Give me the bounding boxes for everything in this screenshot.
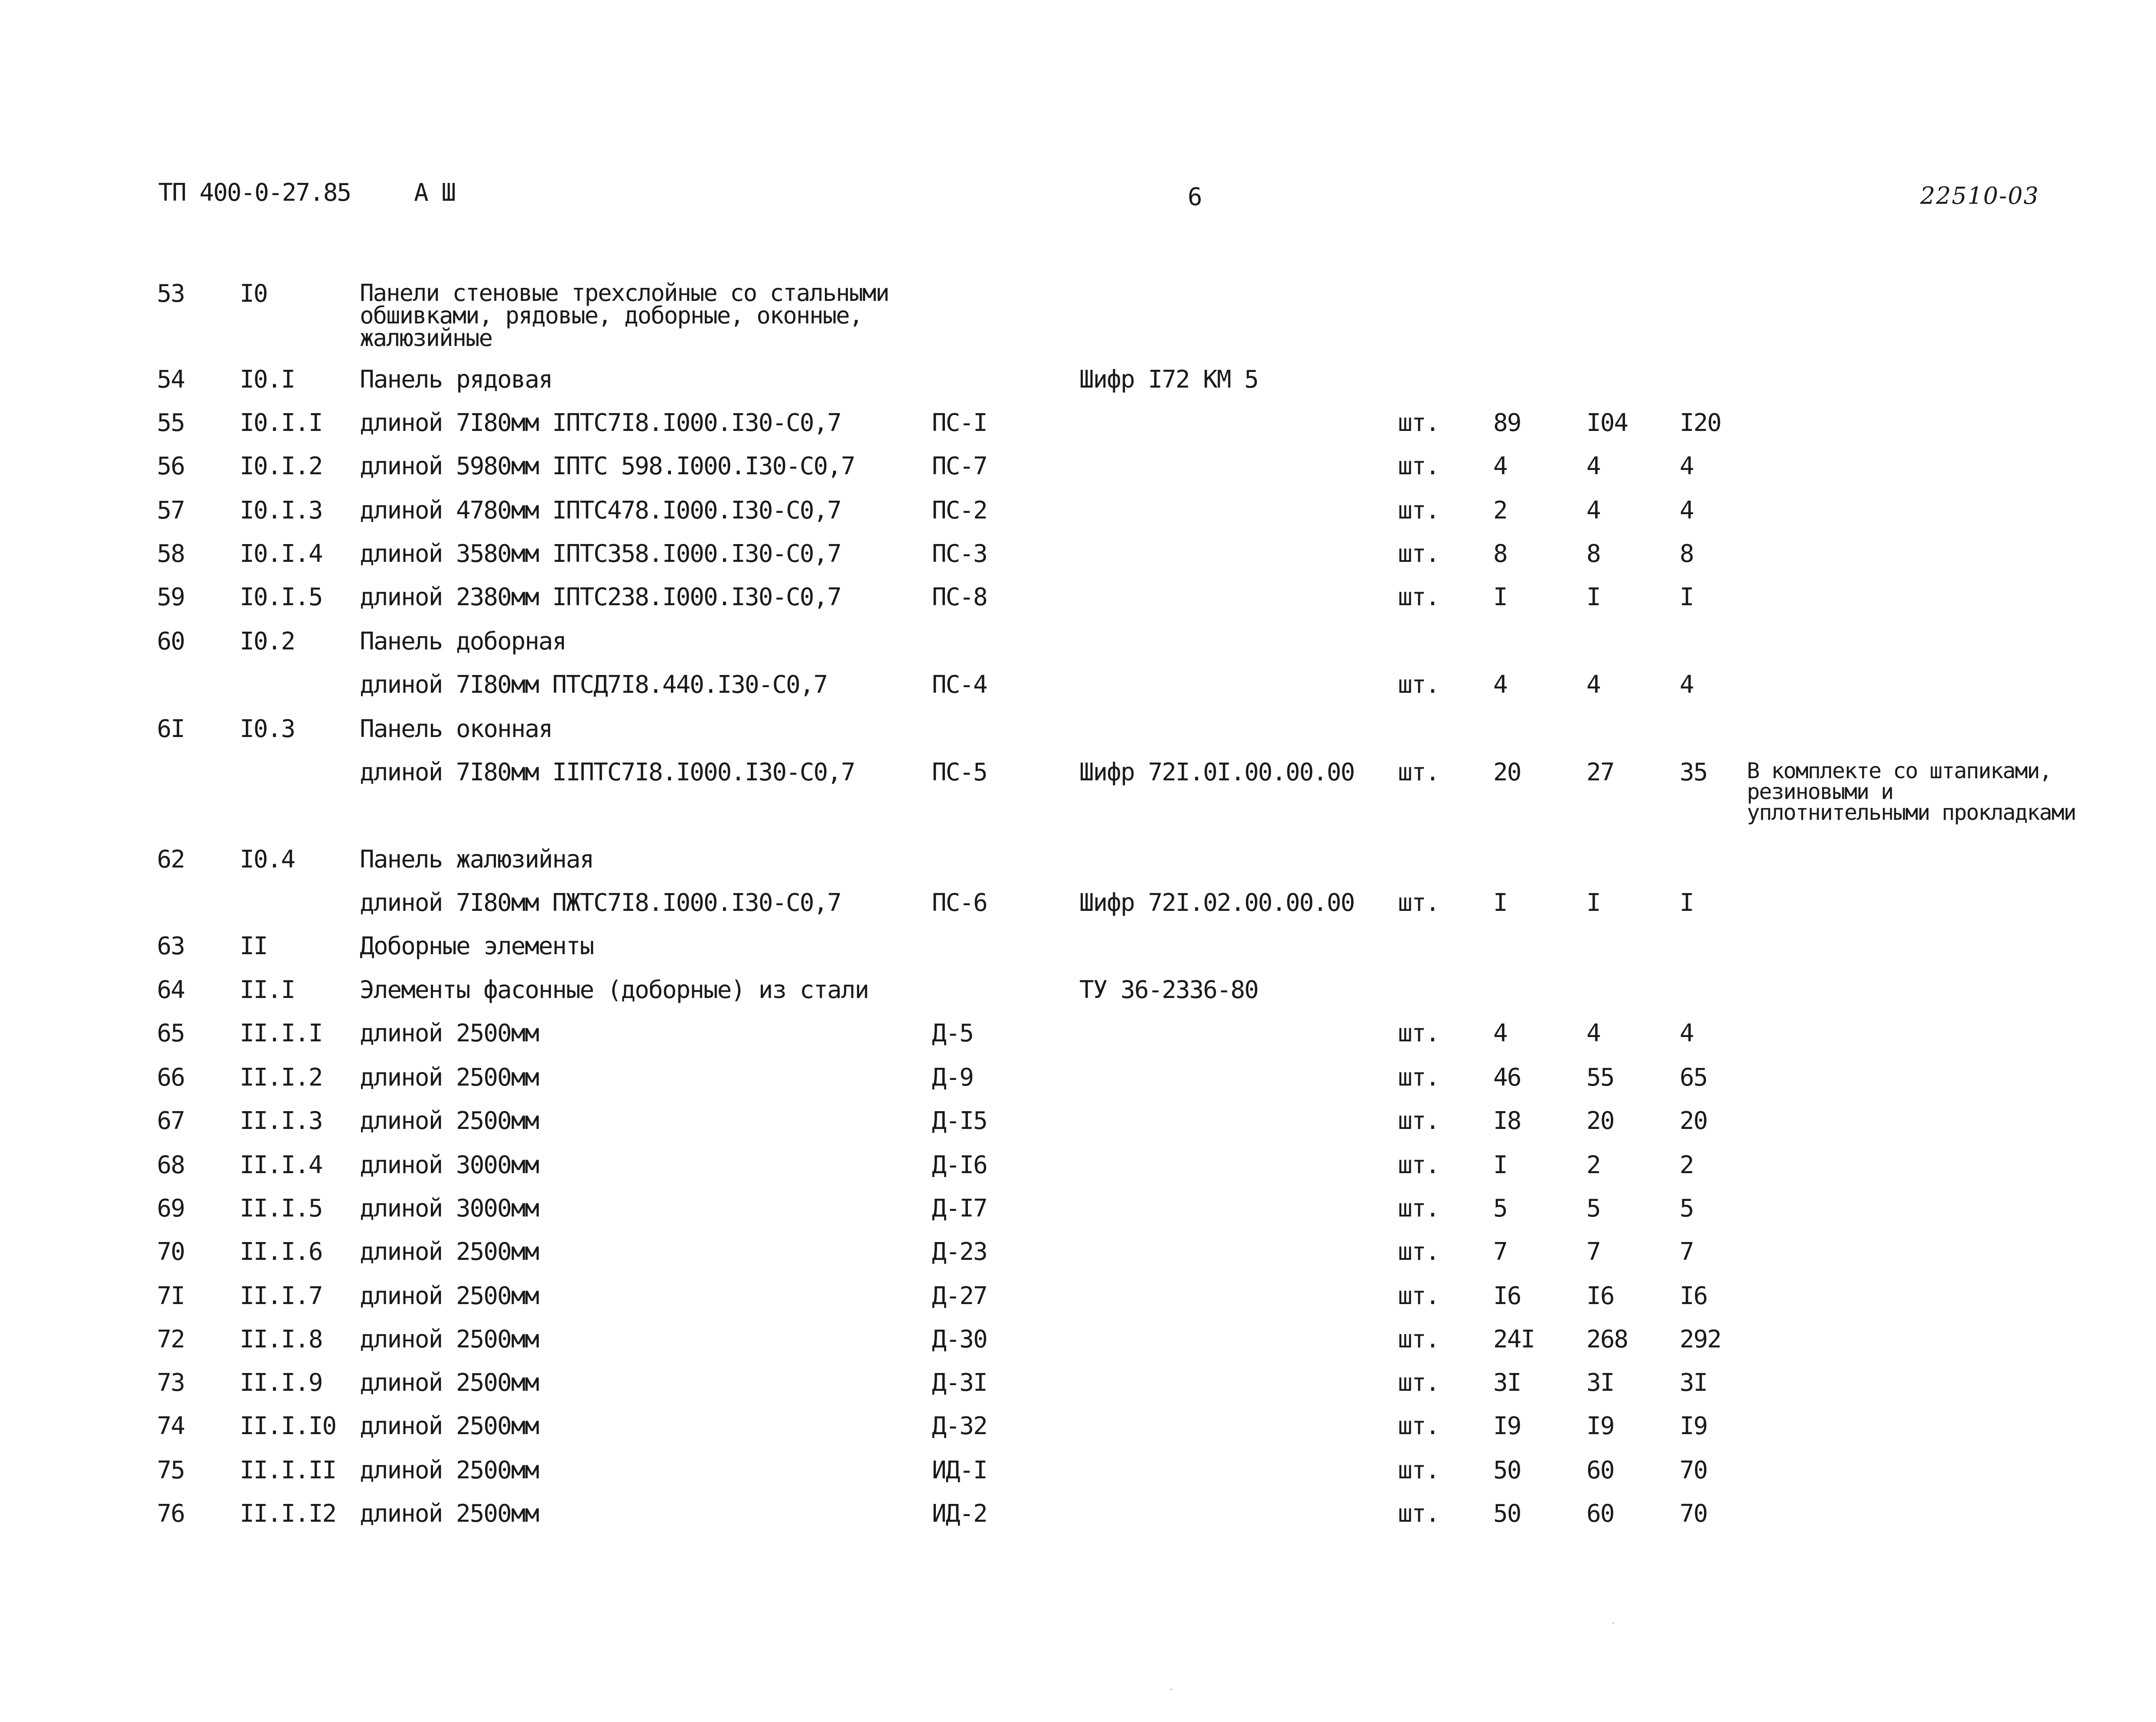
item-mark: Д-23 [932,1238,987,1266]
quantity-2: I6 [1586,1282,1614,1310]
item-mark: Д-32 [932,1412,987,1440]
row-number: 69 [157,1194,185,1223]
quantity-1: I [1493,583,1507,611]
item-name: Элементы фасонные (доборные) из стали [360,976,869,1004]
quantity-3: 35 [1680,758,1707,786]
reference-document: Шифр 72I.0I.00.00.00 [1079,758,1355,786]
row-number: 60 [157,627,185,656]
section-code: I0.2 [240,627,295,656]
quantity-3: 4 [1680,452,1694,480]
table-row [0,1021,2156,1060]
unit: шт. [1398,496,1440,525]
item-name: длиной 7I80мм IIПТС7I8.I000.I30-С0,7 [360,758,855,786]
section-code: II.I.I0 [240,1412,336,1440]
section-code: II.I.II [240,1456,336,1484]
table-row [0,1109,2156,1148]
quantity-3: 7 [1680,1238,1694,1266]
reference-document: Шифр 72I.02.00.00.00 [1079,889,1355,917]
item-name: Панель рядовая [360,365,553,394]
section-code: I0 [240,280,267,308]
unit: шт. [1398,1282,1440,1310]
quantity-1: I [1493,1151,1507,1179]
quantity-2: 20 [1586,1107,1614,1135]
item-name: длиной 2500мм [360,1238,539,1266]
item-mark: Д-I6 [932,1151,987,1179]
table-row [0,1371,2156,1410]
unit: шт. [1398,671,1440,699]
row-number: 72 [157,1325,185,1353]
unit: шт. [1398,1325,1440,1353]
item-name: Панель доборная [360,627,566,656]
row-number: 56 [157,452,185,480]
item-name: длиной 7I80мм ПЖТС7I8.I000.I30-С0,7 [360,889,841,917]
quantity-2: 60 [1586,1500,1614,1528]
section-code: II.I.8 [240,1325,322,1353]
table-row [0,673,2156,712]
item-mark: Д-30 [932,1325,987,1353]
section-code: I0.I.3 [240,496,322,525]
item-name: длиной 2500мм [360,1107,539,1135]
item-mark: ИД-I [932,1456,987,1484]
quantity-3: 4 [1680,496,1694,525]
row-number: 70 [157,1238,185,1266]
table-row [0,1240,2156,1279]
quantity-1: 89 [1493,409,1521,437]
quantity-1: 4 [1493,452,1507,480]
section-code: I0.I.5 [240,583,322,611]
note: В комплекте со штапиками, резиновыми и уплотнительными прокладками [1747,758,2076,825]
item-name: длиной 7I80мм ПТСД7I8.440.I30-С0,7 [360,671,827,699]
item-name: длиной 4780мм IПТС478.I000.I30-С0,7 [360,496,841,525]
row-number: 63 [157,932,185,960]
handwritten-inventory-number: 22510-03 [1920,182,2039,209]
item-name: Доборные элементы [360,932,594,960]
quantity-1: 24I [1493,1325,1535,1353]
quantity-1: 50 [1493,1456,1521,1484]
row-number: 65 [157,1019,185,1047]
quantity-1: I8 [1493,1107,1521,1135]
quantity-1: 5 [1493,1194,1507,1223]
table-row [0,717,2156,756]
quantity-2: I04 [1586,409,1628,437]
table-row [0,891,2156,930]
quantity-1: I [1493,889,1507,917]
table-row [0,542,2156,581]
unit: шт. [1398,889,1440,917]
item-name: длиной 7I80мм IПТС7I8.I000.I30-С0,7 [360,409,841,437]
section-code: I0.I.2 [240,452,322,480]
unit: шт. [1398,1500,1440,1528]
row-number: 68 [157,1151,185,1179]
section-code: II.I [240,976,295,1004]
quantity-3: I20 [1680,409,1721,437]
quantity-2: 4 [1586,496,1600,525]
reference-document: Шифр I72 КМ 5 [1079,365,1258,394]
table-row [0,496,2156,538]
section-code: II.I.5 [240,1194,322,1223]
section-code: I0.4 [240,845,295,874]
quantity-1: 46 [1493,1063,1521,1092]
unit: шт. [1398,1107,1440,1135]
quantity-2: 4 [1586,671,1600,699]
quantity-2: 3I [1586,1369,1614,1397]
scan-speck [1170,1689,1172,1690]
item-mark: ПС-6 [932,889,987,917]
item-mark: ПС-8 [932,583,987,611]
quantity-2: I [1586,889,1600,917]
table-row [0,934,2156,973]
item-name: длиной 2380мм IПТС238.I000.I30-С0,7 [360,583,841,611]
quantity-2: I9 [1586,1412,1614,1440]
unit: шт. [1398,409,1440,437]
quantity-2: 27 [1586,758,1614,786]
table-row [0,1153,2156,1192]
quantity-1: I6 [1493,1282,1521,1310]
quantity-2: 7 [1586,1238,1600,1266]
row-number: 75 [157,1456,185,1484]
row-number: 62 [157,845,185,874]
quantity-3: 3I [1680,1369,1707,1397]
item-mark: ПС-I [932,409,987,437]
row-number: 66 [157,1063,185,1092]
section-code: II.I.2 [240,1063,322,1092]
table-row [0,1502,2156,1541]
section-code: II.I.I [240,1019,322,1047]
quantity-2: 2 [1586,1151,1600,1179]
quantity-2: 4 [1586,452,1600,480]
section-code: I0.3 [240,715,295,743]
unit: шт. [1398,1456,1440,1484]
row-number: 64 [157,976,185,1004]
item-name: длиной 5980мм IПТС 598.I000.I30-С0,7 [360,452,855,480]
section-code: II [240,932,267,960]
item-mark: Д-9 [932,1063,974,1092]
table-row [0,365,2156,407]
item-mark: ПС-3 [932,540,987,568]
section-code: II.I.6 [240,1238,322,1266]
page-number: 6 [1188,183,1202,211]
unit: шт. [1398,1151,1440,1179]
quantity-1: 4 [1493,671,1507,699]
unit: шт. [1398,1238,1440,1266]
item-mark: Д-I5 [932,1107,987,1135]
item-name: длиной 2500мм [360,1369,539,1397]
unit: шт. [1398,1194,1440,1223]
quantity-3: 2 [1680,1151,1694,1179]
quantity-1: 20 [1493,758,1521,786]
table-row [0,585,2156,624]
item-name: длиной 2500мм [360,1500,539,1528]
table-row [0,1414,2156,1453]
quantity-3: I9 [1680,1412,1707,1440]
quantity-1: 8 [1493,540,1507,568]
quantity-3: 20 [1680,1107,1707,1135]
row-number: 74 [157,1412,185,1440]
table-row [0,1284,2156,1323]
row-number: 59 [157,583,185,611]
item-mark: ПС-2 [932,496,987,525]
row-number: 58 [157,540,185,568]
item-name: длиной 3580мм IПТС358.I000.I30-С0,7 [360,540,841,568]
item-name: Панель оконная [360,715,553,743]
table-row [0,845,2156,887]
quantity-3: 5 [1680,1194,1694,1223]
quantity-1: I9 [1493,1412,1521,1440]
item-name: длиной 2500мм [360,1412,539,1440]
section-code: I0.I [240,365,295,394]
section-code: II.I.4 [240,1151,322,1179]
quantity-3: I [1680,583,1694,611]
unit: шт. [1398,1369,1440,1397]
table-row [0,454,2156,493]
quantity-1: 2 [1493,496,1507,525]
table-row [0,1063,2156,1105]
row-number: 53 [157,280,185,308]
section-code: I0.I.4 [240,540,322,568]
document-code: ТП 400-0-27.85 [158,179,351,207]
item-name: Панели стеновые трехслойные со стальными обшивками, рядовые, доборные, оконные, жалюзийные [360,279,889,352]
item-mark: ПС-7 [932,452,987,480]
unit: шт. [1398,1412,1440,1440]
unit: шт. [1398,758,1440,786]
quantity-3: 70 [1680,1500,1707,1528]
quantity-1: 7 [1493,1238,1507,1266]
row-number: 57 [157,496,185,525]
quantity-2: 55 [1586,1063,1614,1092]
row-number: 55 [157,409,185,437]
reference-document: ТУ 36-2336-80 [1079,976,1258,1004]
section-code: II.I.I2 [240,1500,336,1528]
item-mark: Д-I7 [932,1194,987,1223]
quantity-2: 5 [1586,1194,1600,1223]
item-name: длиной 2500мм [360,1456,539,1484]
item-mark: Д-3I [932,1369,987,1397]
row-number: 76 [157,1500,185,1528]
table-row [0,279,2156,352]
item-mark: ПС-4 [932,671,987,699]
quantity-3: 292 [1680,1325,1721,1353]
table-row [0,1458,2156,1497]
quantity-2: 8 [1586,540,1600,568]
quantity-3: I6 [1680,1282,1707,1310]
table-row [0,411,2156,450]
item-name: длиной 3000мм [360,1151,539,1179]
item-mark: ПС-5 [932,758,987,786]
section-code: II.I.3 [240,1107,322,1135]
row-number: 67 [157,1107,185,1135]
quantity-3: 65 [1680,1063,1707,1092]
item-name: Панель жалюзийная [360,845,594,874]
quantity-3: 8 [1680,540,1694,568]
quantity-3: 70 [1680,1456,1707,1484]
unit: шт. [1398,452,1440,480]
table-row [0,1194,2156,1236]
row-number: 6I [157,715,185,743]
row-number: 54 [157,365,185,394]
row-number: 7I [157,1282,185,1310]
scan-speck [1612,1622,1614,1624]
quantity-3: I [1680,889,1694,917]
quantity-2: 4 [1586,1019,1600,1047]
item-name: длиной 2500мм [360,1019,539,1047]
section-code: II.I.7 [240,1282,322,1310]
item-mark: Д-27 [932,1282,987,1310]
quantity-1: 3I [1493,1369,1521,1397]
unit: шт. [1398,583,1440,611]
item-name: длиной 2500мм [360,1063,539,1092]
item-name: длиной 2500мм [360,1325,539,1353]
item-mark: ИД-2 [932,1500,987,1528]
album-section: А Ш [414,179,456,207]
table-row [0,629,2156,669]
quantity-1: 50 [1493,1500,1521,1528]
quantity-3: 4 [1680,671,1694,699]
table-row [0,758,2156,825]
unit: шт. [1398,1019,1440,1047]
section-code: II.I.9 [240,1369,322,1397]
item-name: длиной 3000мм [360,1194,539,1223]
quantity-2: I [1586,583,1600,611]
item-mark: Д-5 [932,1019,974,1047]
quantity-3: 4 [1680,1019,1694,1047]
table-row [0,978,2156,1017]
row-number: 73 [157,1369,185,1397]
table-row [0,1327,2156,1367]
unit: шт. [1398,540,1440,568]
quantity-2: 60 [1586,1456,1614,1484]
quantity-2: 268 [1586,1325,1628,1353]
item-name: длиной 2500мм [360,1282,539,1310]
section-code: I0.I.I [240,409,322,437]
quantity-1: 4 [1493,1019,1507,1047]
unit: шт. [1398,1063,1440,1092]
